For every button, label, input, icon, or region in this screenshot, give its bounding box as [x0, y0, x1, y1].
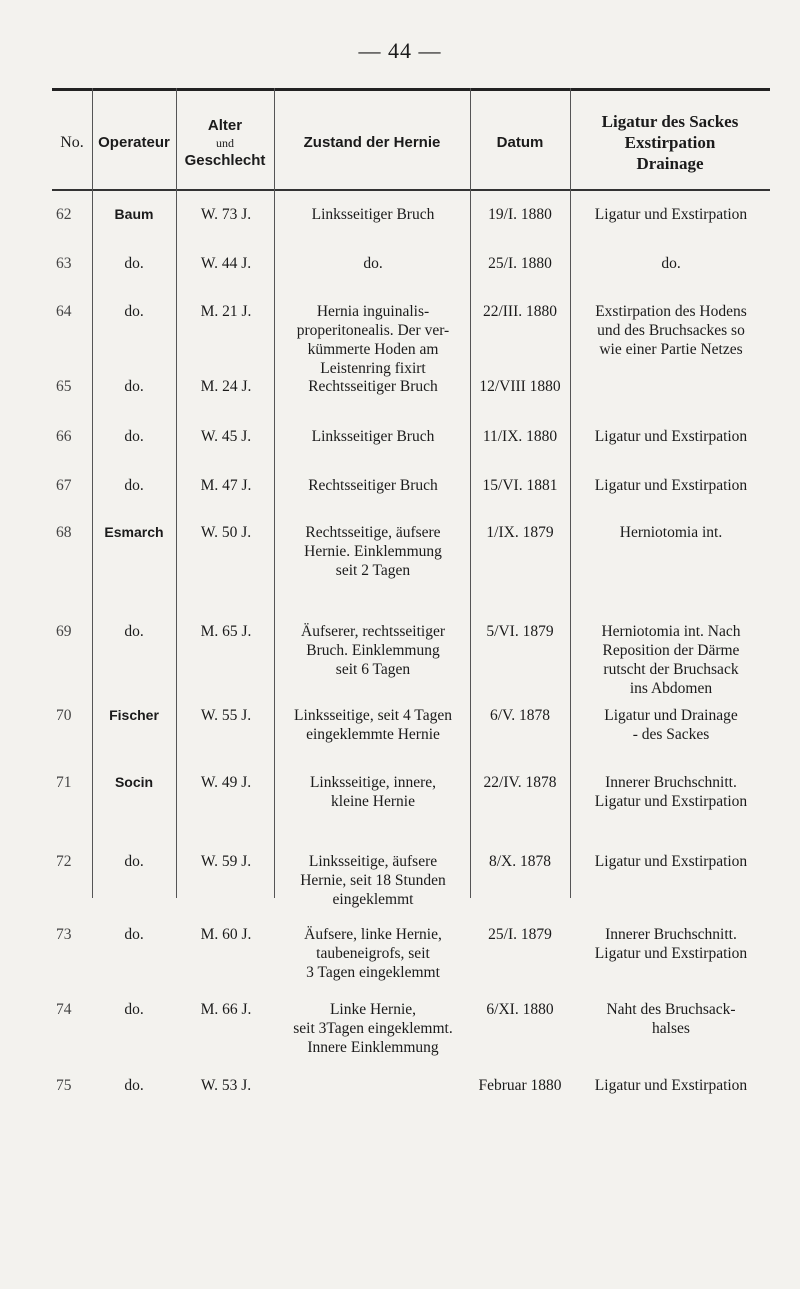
hernia-state-line: 3 Tagen eingeklemmt [306, 964, 440, 981]
hernia-state-line: Innere Einklemmung [307, 1039, 439, 1056]
operator-cell: do. [124, 1001, 144, 1018]
operator-cell: do. [124, 378, 144, 395]
page-number: — 44 — [358, 38, 442, 63]
row-number: 70 [56, 707, 72, 724]
age-sex-cell: W. 55 J. [200, 707, 252, 724]
date-cell: 22/III. 1880 [482, 303, 558, 320]
hernia-state-cell [276, 476, 470, 495]
hernia-state-line: seit 3Tagen eingeklemmt. [293, 1020, 453, 1037]
age-sex-cell: W. 53 J. [200, 1077, 252, 1094]
table-top-rule [52, 88, 770, 91]
hernia-state-line: kleine Hernie [331, 793, 415, 810]
operator-cell: do. [124, 255, 144, 272]
header-date: Datum [496, 134, 544, 151]
ligature-cell [572, 302, 770, 359]
hernia-state-line: Rechtsseitiger Bruch [308, 477, 438, 494]
hernia-state-line: Linksseitiger Bruch [311, 206, 435, 223]
operator-cell: do. [124, 1077, 144, 1094]
operator-cell: do. [124, 303, 144, 320]
hernia-state-cell [276, 1000, 470, 1057]
hernia-state-cell [276, 852, 470, 909]
operator-cell: do. [124, 428, 144, 445]
header-state: Zustand der Hernie [303, 134, 441, 151]
ligature-cell [572, 254, 770, 273]
ligature-line: Ligatur und Exstirpation [594, 428, 748, 445]
hernia-state-line: eingeklemmte Hernie [306, 726, 440, 743]
hernia-state-cell [276, 254, 470, 273]
hernia-state-cell [276, 205, 470, 224]
row-number: 65 [56, 378, 72, 395]
ligature-line: Exstirpation des Hodens [595, 303, 747, 320]
age-sex-cell: W. 73 J. [200, 206, 252, 223]
date-cell: Februar 1880 [478, 1077, 562, 1094]
hernia-state-line: Hernia inguinalis- [316, 303, 430, 320]
row-number: 71 [56, 774, 72, 791]
ligature-line: Ligatur und Exstirpation [594, 477, 748, 494]
date-cell: 25/I. 1879 [488, 926, 552, 943]
operator-cell: do. [124, 853, 144, 870]
ligature-cell [572, 523, 770, 542]
hernia-state-line: Rechtsseitige, äufsere [305, 524, 441, 541]
hernia-state-cell [276, 773, 470, 811]
hernia-state-line: properitonealis. Der ver- [296, 322, 450, 339]
ligature-line: Herniotomia int. Nach [601, 623, 741, 640]
header-age-sex: Alter und Geschlecht [184, 116, 266, 169]
ligature-cell [572, 925, 770, 963]
date-cell: 8/X. 1878 [489, 853, 551, 870]
header-ligature: Ligatur des Sackes Exstirpation Drainage [601, 112, 739, 173]
age-sex-cell: W. 45 J. [200, 428, 252, 445]
ligature-line: Ligatur und Exstirpation [594, 945, 748, 962]
age-sex-cell: W. 44 J. [200, 255, 252, 272]
ligature-line: Herniotomia int. [619, 524, 723, 541]
ligature-cell [572, 476, 770, 495]
row-number: 66 [56, 428, 72, 445]
hernia-state-line: taubeneigrofs, seit [316, 945, 430, 962]
hernia-state-cell [276, 523, 470, 580]
column-divider [92, 88, 93, 898]
hernia-state-cell [276, 377, 470, 396]
age-sex-cell: M. 47 J. [200, 477, 252, 494]
age-sex-cell: M. 21 J. [200, 303, 252, 320]
date-cell: 5/VI. 1879 [486, 623, 554, 640]
age-sex-cell: W. 59 J. [200, 853, 252, 870]
hernia-state-cell [276, 925, 470, 982]
date-cell: 22/IV. 1878 [483, 774, 557, 791]
date-cell: 15/VI. 1881 [482, 477, 558, 494]
ligature-line: Ligatur und Drainage [604, 707, 738, 724]
operator-cell: do. [124, 477, 144, 494]
ligature-cell [572, 773, 770, 811]
date-cell: 25/I. 1880 [488, 255, 552, 272]
operator-cell: Fischer [109, 707, 159, 723]
header-operator: Operateur [98, 134, 170, 151]
ligature-line: Naht des Bruchsack- [606, 1001, 736, 1018]
header-no: No. [60, 134, 84, 151]
hernia-state-line: Rechtsseitiger Bruch [308, 378, 438, 395]
row-number: 74 [56, 1001, 72, 1018]
hernia-state-line: Linksseitige, äufsere [308, 853, 438, 870]
row-number: 67 [56, 477, 72, 494]
row-number: 63 [56, 255, 72, 272]
column-divider [176, 88, 177, 898]
hernia-state-line: Linke Hernie, [329, 1001, 417, 1018]
date-cell: 6/XI. 1880 [486, 1001, 554, 1018]
ligature-line: Innerer Bruchschnitt. [605, 926, 737, 943]
hernia-state-cell [276, 427, 470, 446]
row-number: 69 [56, 623, 72, 640]
hernia-state-line: Linksseitige, seit 4 Tagen [294, 707, 452, 724]
ligature-cell [572, 622, 770, 698]
hernia-state-cell [276, 622, 470, 679]
date-cell: 6/V. 1878 [489, 707, 550, 724]
hernia-state-line: Linksseitiger Bruch [311, 428, 435, 445]
ligature-cell [572, 205, 770, 224]
ligature-cell [572, 1076, 770, 1095]
row-number: 62 [56, 206, 72, 223]
hernia-state-cell [276, 706, 470, 744]
hernia-state-line: do. [363, 255, 383, 272]
age-sex-cell: M. 24 J. [200, 378, 252, 395]
ligature-line: ins Abdomen [629, 680, 713, 697]
operator-cell: Esmarch [104, 524, 164, 540]
age-sex-cell: M. 60 J. [200, 926, 252, 943]
date-cell: 12/VIII 1880 [479, 378, 561, 395]
ligature-line: wie einer Partie Netzes [599, 341, 743, 358]
ligature-line: Ligatur und Exstirpation [594, 206, 748, 223]
row-number: 73 [56, 926, 72, 943]
hernia-state-line: Leistenring fixirt [320, 360, 426, 377]
operator-cell: do. [124, 623, 144, 640]
column-divider [274, 88, 275, 898]
ligature-cell [572, 1000, 770, 1038]
age-sex-cell: M. 66 J. [200, 1001, 252, 1018]
ligature-line: Innerer Bruchschnitt. [605, 774, 737, 791]
age-sex-cell: W. 49 J. [200, 774, 252, 791]
row-number: 64 [56, 303, 72, 320]
hernia-state-line: seit 2 Tagen [335, 562, 411, 579]
age-sex-cell: M. 65 J. [200, 623, 252, 640]
date-cell: 11/IX. 1880 [482, 428, 558, 445]
ligature-line: rutscht der Bruchsack [603, 661, 739, 678]
ligature-line: und des Bruchsackes so [597, 322, 745, 339]
operator-cell: do. [124, 926, 144, 943]
operator-cell: Socin [114, 774, 154, 790]
ligature-line: Ligatur und Exstirpation [594, 1077, 748, 1094]
ligature-line: halses [652, 1020, 690, 1037]
hernia-state-line: kümmerte Hoden am [307, 341, 439, 358]
hernia-state-line: Äufserer, rechtsseitiger [301, 623, 445, 640]
ligature-line: do. [661, 255, 681, 272]
hernia-state-line: Linksseitige, innere, [309, 774, 437, 791]
ligature-cell [572, 706, 770, 744]
age-sex-cell: W. 50 J. [200, 524, 252, 541]
ligature-line: - des Sackes [632, 726, 710, 743]
ligature-line: Ligatur und Exstirpation [594, 793, 748, 810]
row-number: 68 [56, 524, 72, 541]
row-number: 72 [56, 853, 72, 870]
hernia-state-cell [276, 302, 470, 378]
date-cell: 19/I. 1880 [488, 206, 552, 223]
hernia-state-line: Hernie, seit 18 Stunden [300, 872, 446, 889]
date-cell: 1/IX. 1879 [486, 524, 554, 541]
hernia-state-line: seit 6 Tagen [335, 661, 411, 678]
ligature-cell [572, 427, 770, 446]
header-bottom-rule [52, 189, 770, 191]
ligature-cell [572, 852, 770, 871]
hernia-state-line: Bruch. Einklemmung [306, 642, 440, 659]
ligature-line: Reposition der Därme [602, 642, 740, 659]
hernia-state-line: eingeklemmt [332, 891, 414, 908]
row-number: 75 [56, 1077, 72, 1094]
operator-cell: Baum [114, 206, 154, 222]
hernia-state-line: Hernie. Einklemmung [304, 543, 442, 560]
hernia-state-line: Äufsere, linke Hernie, [304, 926, 442, 943]
column-divider [570, 88, 571, 898]
ligature-line: Ligatur und Exstirpation [594, 853, 748, 870]
